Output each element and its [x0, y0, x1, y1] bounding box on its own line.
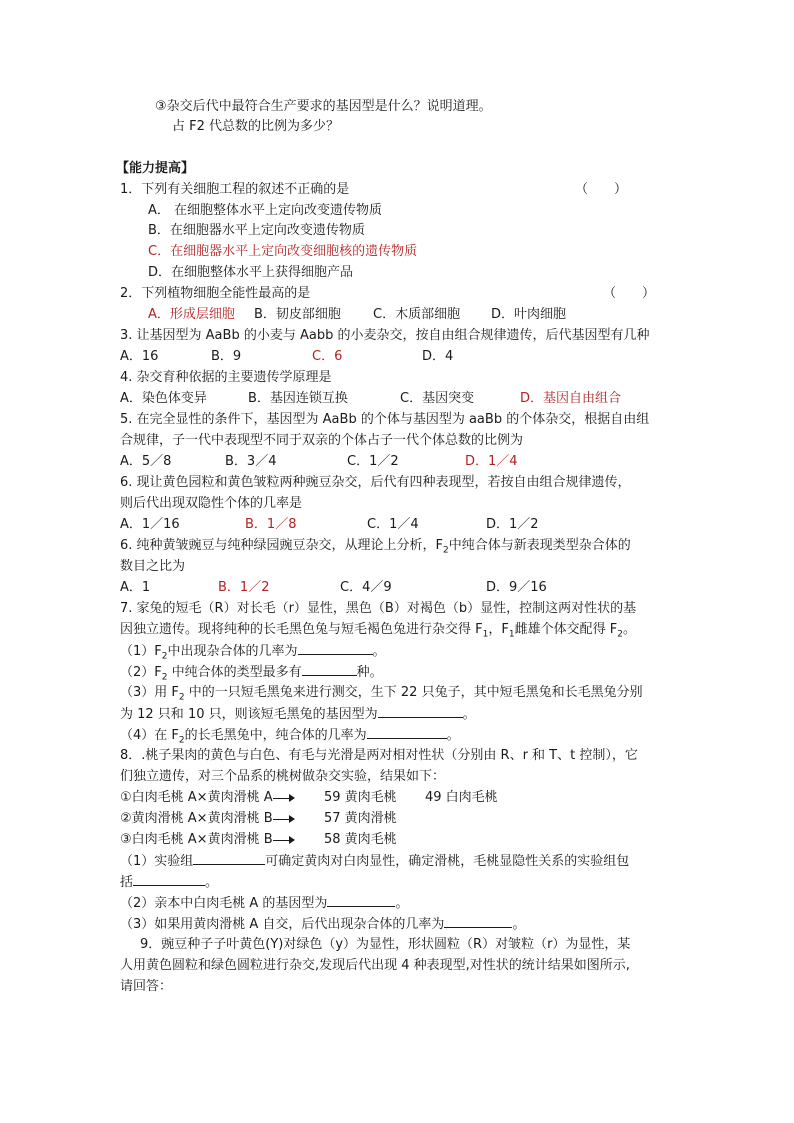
q8-cross-row-2: ②黄肉滑桃 A×黄肉滑桃 B [120, 810, 295, 828]
q5-stem-line2: 合规律，子一代中表现型不同于双亲的个体占子一代个体总数的比例为 [120, 433, 524, 448]
q7-part4: （4）在 $F_2$的长毛黑兔中，纯合体的几率为 。 [120, 728, 460, 746]
arrow-icon [273, 835, 295, 845]
q9-line1: 9．豌豆种子子叶黄色(Y)对绿色（y）为显性，形状圆粒（R）对皱粒（r）为显性，某 [140, 937, 631, 952]
q8-cross-row-1: ①白肉毛桃 A×黄肉滑桃 A [120, 789, 295, 807]
intro-q3-line1: ③杂交后代中最符合生产要求的基因型是什么？说明道理。 [155, 99, 492, 114]
q8-part1-line2: 括 。 [120, 875, 219, 890]
q6b-option-a: A．1 [120, 580, 151, 595]
q1-option-d: D．在细胞整体水平上获得细胞产品 [148, 265, 354, 280]
q4-option-d: D．基因自由组合 [520, 391, 622, 406]
q6b-option-c: C．4／9 [340, 580, 392, 595]
q2-option-a: A．形成层细胞 [148, 307, 235, 322]
q3-option-d: D．4 [422, 349, 454, 364]
arrow-icon [273, 814, 295, 824]
q3-option-a: A．16 [120, 349, 159, 364]
q8-stem-line1: 8．.桃子果肉的黄色与白色、有毛与光滑是两对相对性状（分别由 R、r 和 T、t 控制），它 [120, 748, 638, 763]
q3-option-b: B．9 [211, 349, 242, 364]
q7-stem-line2: 因独立遗传。现将纯种的长毛黑色兔与短毛褐色兔进行杂交得 $F_1$，$F_1$雌雄个体交配得 $F_2$。 [120, 622, 636, 640]
q8-part3: （3）如果用黄肉滑桃 A 自交，后代出现杂合体的几率为 。 [120, 917, 526, 932]
q8-row3-result1: 58 黄肉毛桃 [324, 832, 397, 847]
q9-line2: 人用黄色圆粒和绿色圆粒进行杂交,发现后代出现 4 种表现型,对性状的统计结果如图所示, [120, 958, 630, 973]
q2-stem: 2．下列植物细胞全能性最高的是 [120, 286, 311, 301]
q8-part2: （2）亲本中白肉毛桃 A 的基因型为 。 [120, 896, 409, 911]
q6a-stem-line2: 则后代出现双隐性个体的几率是 [120, 496, 303, 511]
q7-part3-blank[interactable] [378, 705, 463, 718]
q8-row1-result2: 49 白肉毛桃 [425, 790, 498, 805]
q6a-option-c: C．1／4 [367, 517, 419, 532]
q8-row1-result1: 59 黄肉毛桃 [324, 790, 397, 805]
q5-stem-line1: 5. 在完全显性的条件下，基因型为 AaBb 的个体与基因型为 aaBb 的个体杂交，根据自由组 [120, 412, 650, 427]
q6b-option-d: D．9／16 [486, 580, 547, 595]
q8-part2-blank[interactable] [327, 894, 395, 907]
q2-paren: （ ） [603, 286, 656, 301]
q7-part1-blank[interactable] [298, 642, 373, 655]
q5-option-a: A．5／8 [120, 454, 172, 469]
q7-part1: $(1)F_2$中出现杂合体的几率为 。 [120, 644, 386, 662]
q1-option-a: A． 在细胞整体水平上定向改变遗传物质 [148, 203, 383, 218]
q7-part3-line1: （3）用 $F_2$ 中的一只短毛黑兔来进行测交，生下 22 只兔子，其中短毛黑兔和长毛黑兔分别 [120, 685, 643, 703]
q1-paren: （ ） [575, 182, 628, 197]
q6b-stem-line1: 6. 纯种黄皱豌豆与纯种绿园豌豆杂交，从理论上分析，$F_2$中纯合体与新表现类型杂合体的 [120, 538, 631, 556]
q5-option-c: C．1／2 [347, 454, 399, 469]
q1-stem: 1．下列有关细胞工程的叙述不正确的是 [120, 182, 350, 197]
q2-option-b: B．韧皮部细胞 [254, 307, 341, 322]
q8-part1-line1: （1）实验组 可确定黄肉对白肉显性，确定滑桃，毛桃显隐性关系的实验组包 [120, 854, 630, 869]
q6a-option-b: B．1／8 [245, 517, 297, 532]
q7-part2-blank[interactable] [302, 663, 357, 676]
q6b-option-b: B．1／2 [218, 580, 270, 595]
q8-part1-blank2[interactable] [133, 873, 205, 886]
q2-option-c: C．木质部细胞 [373, 307, 461, 322]
q7-stem-line1: 7. 家兔的短毛（R）对长毛（r）显性，黑色（B）对褐色（b）显性，控制这两对性状的基 [120, 601, 637, 616]
q4-option-a: A．染色体变异 [120, 391, 207, 406]
q8-part1-blank1[interactable] [193, 852, 265, 865]
q4-option-b: B．基因连锁互换 [248, 391, 348, 406]
q8-cross-row-3: ③白肉毛桃 A×黄肉滑桃 B [120, 831, 295, 849]
q3-option-c: C．6 [312, 349, 343, 364]
q7-part4-blank[interactable] [367, 726, 447, 739]
q5-option-b: B．3／4 [225, 454, 277, 469]
q6a-option-d: D．1／2 [486, 517, 539, 532]
intro-q3-line2: 占 F2 代总数的比例为多少？ [172, 119, 340, 134]
q5-option-d: D．1／4 [465, 454, 518, 469]
q6a-stem-line1: 6. 现让黄色园粒和黄色皱粒两种豌豆杂交，后代有四种表现型，若按自由组合规律遗传， [120, 475, 631, 490]
q3-stem: 3. 让基因型为 AaBb 的小麦与 Aabb 的小麦杂交，按自由组合规律遗传，后代基因型有几种 [120, 328, 650, 343]
q9-line3: 请回答： [120, 979, 173, 994]
q7-part3-line2: 为 12 只和 10 只，则该短毛黑兔的基因型为 。 [120, 707, 476, 722]
q1-option-c: C．在细胞器水平上定向改变细胞核的遗传物质 [148, 244, 418, 259]
q8-row2-result1: 57 黄肉滑桃 [324, 811, 397, 826]
q4-option-c: C．基因突变 [400, 391, 475, 406]
q6b-stem-line2: 数目之比为 [120, 559, 186, 574]
q2-option-d: D．叶肉细胞 [491, 307, 567, 322]
q8-stem-line2: 们独立遗传，对三个品系的桃树做杂交实验，结果如下： [120, 769, 446, 784]
q7-part2: $(2)F_2$ 中纯合体的类型最多有 种。 [120, 665, 383, 683]
q6a-option-a: A．1／16 [120, 517, 180, 532]
q8-part3-blank[interactable] [444, 915, 512, 928]
q4-stem: 4. 杂交育种依据的主要遗传学原理是 [120, 370, 332, 385]
q1-option-b: B．在细胞器水平上定向改变遗传物质 [148, 223, 365, 238]
section-title: 【能力提高】 [116, 161, 195, 176]
arrow-icon [273, 793, 295, 803]
